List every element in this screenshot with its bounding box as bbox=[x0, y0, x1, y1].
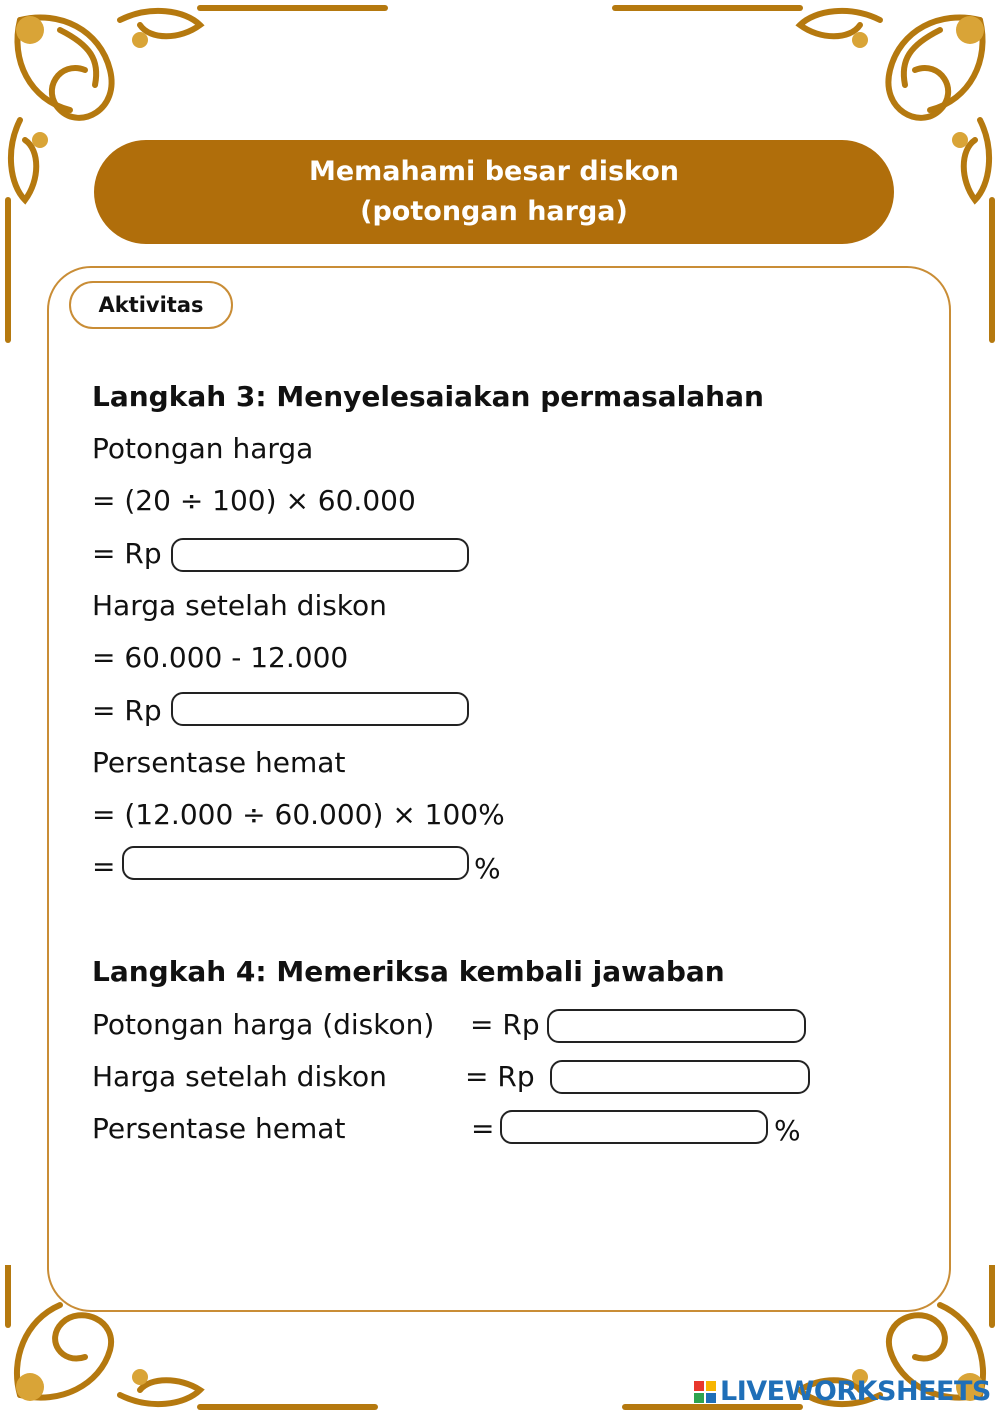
liveworksheets-watermark bbox=[694, 1376, 991, 1407]
title-line-1: Memahami besar diskon bbox=[308, 156, 680, 187]
check-price-input[interactable] bbox=[550, 1060, 810, 1094]
step4-discount-prefix: = Rp bbox=[470, 1008, 540, 1041]
step3-discount-label: Potongan harga bbox=[92, 432, 314, 465]
step3-discount-formula: = (20 ÷ 100) × 60.000 bbox=[92, 484, 416, 517]
step3-discount-prefix: = Rp bbox=[92, 537, 162, 570]
step3-saving-prefix: = bbox=[92, 850, 116, 883]
step3-heading: Langkah 3: Menyelesaiakan permasalahan bbox=[92, 380, 764, 413]
title-line-2: (potongan harga) bbox=[360, 196, 628, 227]
activity-tag: Aktivitas bbox=[69, 281, 233, 329]
price-answer-input[interactable] bbox=[171, 692, 469, 726]
saving-answer-input[interactable] bbox=[122, 846, 469, 880]
step4-price-label: Harga setelah diskon bbox=[92, 1060, 387, 1093]
step3-price-label: Harga setelah diskon bbox=[92, 589, 387, 622]
step4-discount-label: Potongan harga (diskon) bbox=[92, 1008, 435, 1041]
step3-price-formula: = 60.000 - 12.000 bbox=[92, 641, 349, 674]
check-saving-input[interactable] bbox=[500, 1110, 768, 1144]
step3-saving-suffix: % bbox=[474, 852, 501, 885]
step3-saving-formula: = (12.000 ÷ 60.000) × 100% bbox=[92, 798, 505, 831]
step3-saving-label: Persentase hemat bbox=[92, 746, 346, 779]
discount-answer-input[interactable] bbox=[171, 538, 469, 572]
step3-price-prefix: = Rp bbox=[92, 694, 162, 727]
check-discount-input[interactable] bbox=[547, 1009, 806, 1043]
step4-heading: Langkah 4: Memeriksa kembali jawaban bbox=[92, 955, 725, 988]
liveworksheets-logo-icon bbox=[694, 1381, 716, 1403]
watermark-text: LIVEWORKSHEETS bbox=[720, 1376, 991, 1407]
step4-saving-prefix: = bbox=[471, 1112, 495, 1145]
activity-panel bbox=[47, 266, 951, 1312]
step4-price-prefix: = Rp bbox=[465, 1060, 535, 1093]
title-banner bbox=[94, 140, 894, 244]
step4-saving-label: Persentase hemat bbox=[92, 1112, 346, 1145]
step4-saving-suffix: % bbox=[774, 1114, 801, 1147]
